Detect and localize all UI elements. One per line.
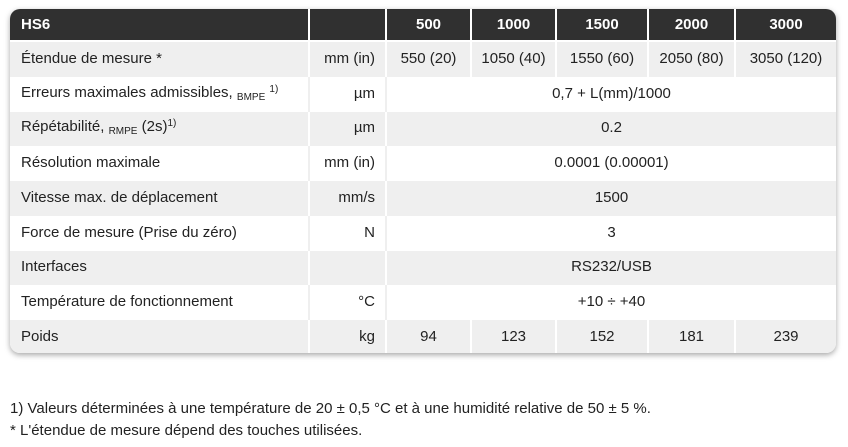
spec-table-card: [10, 9, 836, 353]
row-unit: °C: [309, 284, 386, 319]
cell-value: 1050 (40): [471, 41, 556, 76]
cell-value: 1500: [386, 180, 836, 215]
row-label-text: Répétabilité,: [21, 118, 105, 136]
footnote-range: * L'étendue de mesure dépend des touches utilisées.: [10, 422, 363, 439]
row-label: Interfaces: [10, 250, 309, 285]
cell-value: 0,7 + L(mm)/1000: [386, 76, 836, 111]
row-unit: mm/s: [309, 180, 386, 215]
subscript-index: RMPE: [108, 126, 138, 138]
spec-table: [10, 9, 836, 353]
table-row: [10, 145, 836, 180]
row-unit: N: [309, 215, 386, 250]
cell-value: 0.2: [386, 111, 836, 146]
table-row: [10, 284, 836, 319]
row-unit: µm: [309, 111, 386, 146]
row-label-text: Erreurs maximales admissibles,: [21, 83, 233, 101]
cell-value: 123: [471, 319, 556, 353]
column-header: 3000: [735, 9, 836, 41]
footnote-marker: 1): [167, 118, 177, 130]
footnote-temperature: 1) Valeurs déterminées à une température de 20 ± 0,5 °C et à une humidité relative de 50 ± 5 %.: [10, 400, 651, 417]
cell-value: 3: [386, 215, 836, 250]
cell-value: 181: [648, 319, 735, 353]
table-row: [10, 250, 836, 285]
cell-value: RS232/USB: [386, 250, 836, 285]
cell-value: 550 (20): [386, 41, 471, 76]
row-label: [10, 111, 309, 146]
row-unit: mm (in): [309, 41, 386, 76]
cell-value: 0.0001 (0.00001): [386, 145, 836, 180]
row-label: Poids: [10, 319, 309, 353]
row-unit: kg: [309, 319, 386, 353]
cell-value: 1550 (60): [556, 41, 648, 76]
table-row: [10, 180, 836, 215]
cell-value: +10 ÷ +40: [386, 284, 836, 319]
cell-value: 152: [556, 319, 648, 353]
row-unit: µm: [309, 76, 386, 111]
column-header: 1000: [471, 9, 556, 41]
column-header: 500: [386, 9, 471, 41]
unit-header: [309, 9, 386, 41]
cell-value: 94: [386, 319, 471, 353]
model-header: HS6: [10, 9, 309, 41]
column-header: 1500: [556, 9, 648, 41]
table-row: [10, 319, 836, 353]
subscript-index: BMPE: [236, 91, 266, 103]
row-label: Température de fonctionnement: [10, 284, 309, 319]
cell-value: 239: [735, 319, 836, 353]
row-label-tail: (2s): [141, 118, 168, 136]
row-label: Force de mesure (Prise du zéro): [10, 215, 309, 250]
cell-value: 2050 (80): [648, 41, 735, 76]
table-row: [10, 215, 836, 250]
column-header: 2000: [648, 9, 735, 41]
row-label: Étendue de mesure *: [10, 41, 309, 76]
cell-value: 3050 (120): [735, 41, 836, 76]
row-label: [10, 76, 309, 111]
table-row: [10, 76, 836, 111]
table-row: [10, 41, 836, 76]
row-unit: mm (in): [309, 145, 386, 180]
table-header-row: [10, 9, 836, 41]
row-label: Vitesse max. de déplacement: [10, 180, 309, 215]
row-unit: [309, 250, 386, 285]
table-row: [10, 111, 836, 146]
footnotes: [10, 398, 651, 442]
footnote-marker: 1): [269, 83, 279, 95]
row-label: Résolution maximale: [10, 145, 309, 180]
